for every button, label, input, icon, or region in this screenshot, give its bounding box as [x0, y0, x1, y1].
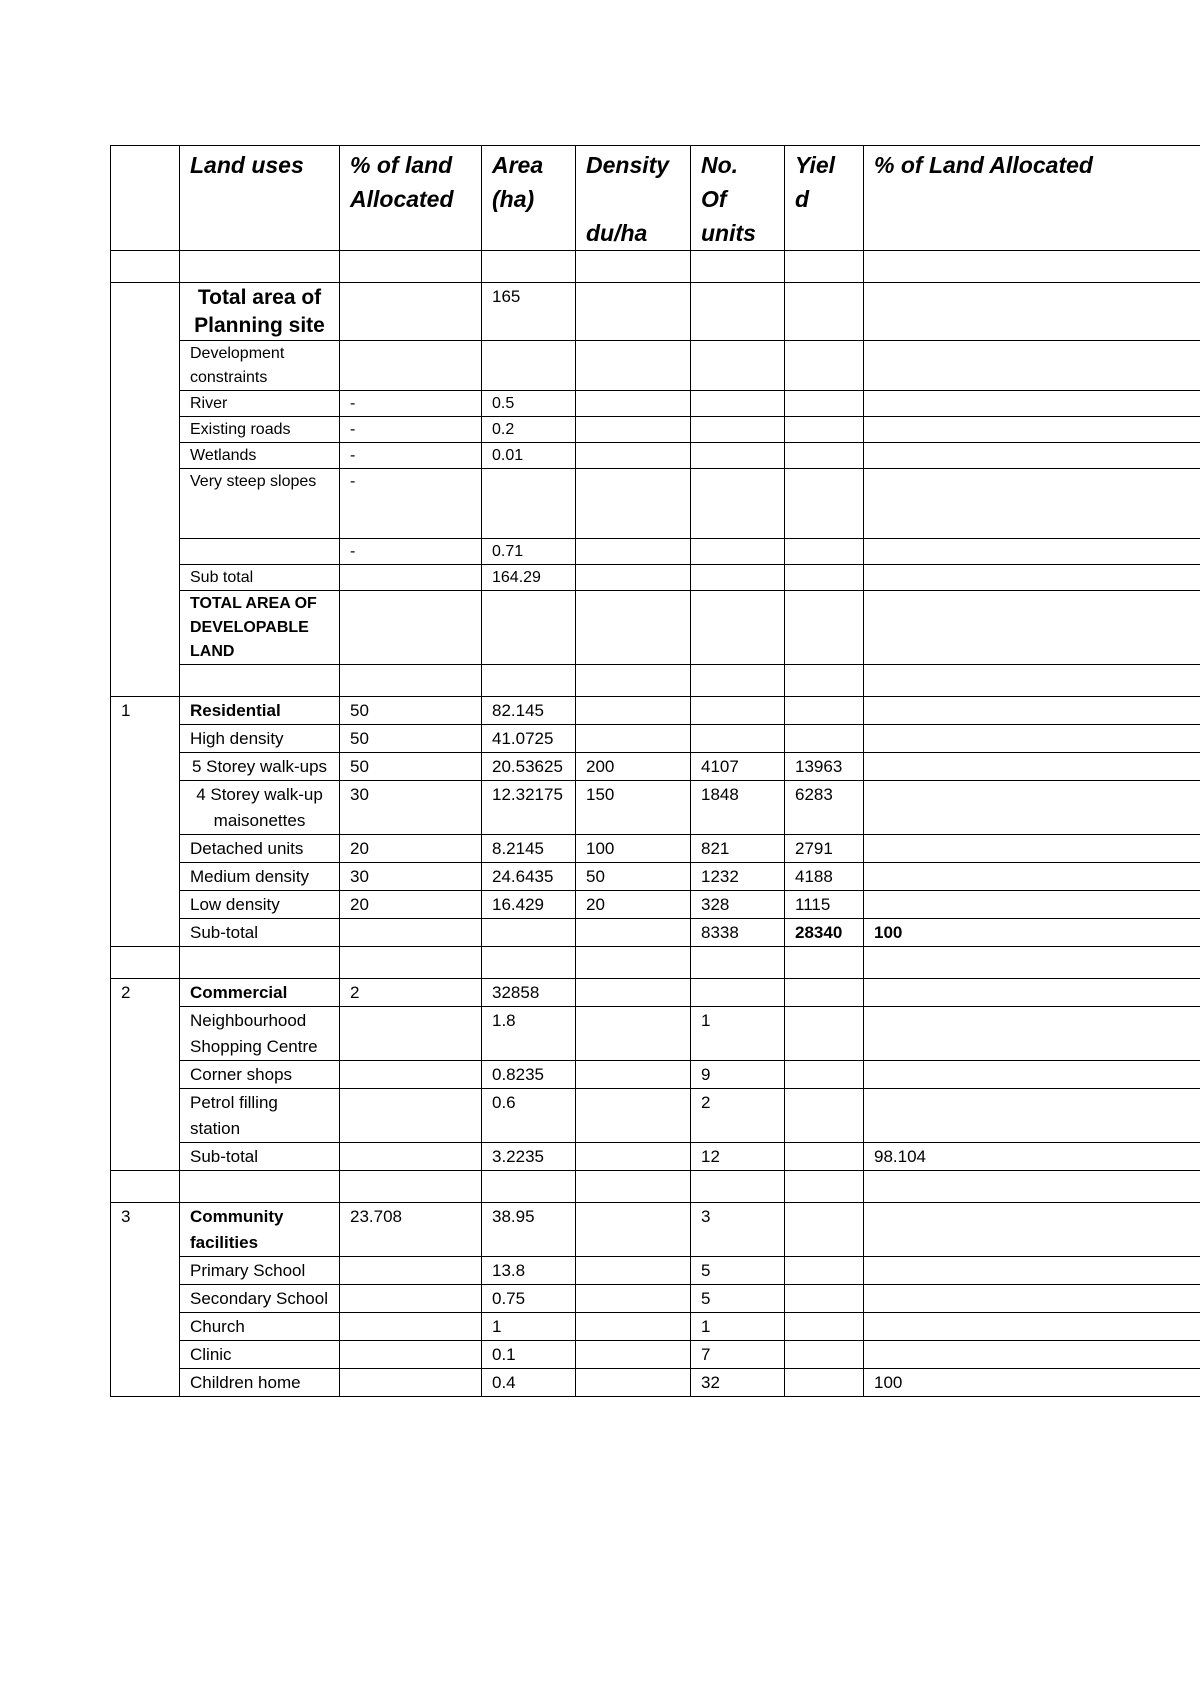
header-pct-land: % of land Allocated [340, 146, 482, 251]
spacer-row [111, 947, 1200, 979]
constraint-pct: - [340, 417, 482, 443]
developable-land-label: TOTAL AREA OF DEVELOPABLE LAND [180, 591, 340, 665]
table-row: Medium density 30 24.6435 50 1232 4188 [111, 863, 1200, 891]
table-row: Children home 0.4 32 100 [111, 1369, 1200, 1397]
header-pct-land-2: % of Land Allocated [864, 146, 1200, 251]
constraint-row [111, 469, 1200, 539]
constraints-label: Development constraints [180, 341, 340, 391]
total-area-value: 165 [482, 283, 576, 341]
constraint-pct: - [340, 469, 482, 539]
site-subtotal-label: Sub total [180, 565, 340, 591]
section-number: 2 [111, 979, 180, 1171]
constraint-row [111, 391, 1200, 417]
table-row: Low density 20 16.429 20 328 1115 [111, 891, 1200, 919]
table-row: Church 1 1 [111, 1313, 1200, 1341]
table-row: Secondary School 0.75 5 [111, 1285, 1200, 1313]
land-use-table [110, 145, 1200, 1397]
constraint-area [482, 469, 576, 539]
residential-subtotal-row: Sub-total 8338 28340 100 [111, 919, 1200, 947]
site-subtotal-row [111, 565, 1200, 591]
site-index-cell [111, 283, 180, 697]
community-label: Community facilities [180, 1203, 340, 1257]
constraints-total-row [111, 539, 1200, 565]
total-area-label: Total area of Planning site [180, 283, 340, 341]
commercial-row: 2 Commercial 2 32858 [111, 979, 1200, 1007]
constraints-header-row [111, 341, 1200, 391]
table-row: Neighbourhood Shopping Centre 1.8 1 [111, 1007, 1200, 1061]
header-land-uses: Land uses [180, 146, 340, 251]
site-subtotal-area: 164.29 [482, 565, 576, 591]
table-row: 5 Storey walk-ups 50 20.53625 200 4107 13963 [111, 753, 1200, 781]
constraint-area: 0.01 [482, 443, 576, 469]
table-row: Detached units 20 8.2145 100 821 2791 [111, 835, 1200, 863]
spacer-row [111, 1171, 1200, 1203]
community-row: 3 Community facilities 23.708 38.95 3 [111, 1203, 1200, 1257]
table-header-row [111, 146, 1200, 251]
constraint-area: 0.2 [482, 417, 576, 443]
header-area: Area (ha) [482, 146, 576, 251]
constraint-pct: - [340, 391, 482, 417]
constraints-total-pct: - [340, 539, 482, 565]
constraint-name: Wetlands [180, 443, 340, 469]
commercial-label: Commercial [180, 979, 340, 1007]
table-row: Corner shops 0.8235 9 [111, 1061, 1200, 1089]
table-row: High density 50 41.0725 [111, 725, 1200, 753]
table-row: Clinic 0.1 7 [111, 1341, 1200, 1369]
commercial-subtotal-row: Sub-total 3.2235 12 98.104 [111, 1143, 1200, 1171]
total-area-row [111, 283, 1200, 341]
constraints-total-area: 0.71 [482, 539, 576, 565]
constraint-name: River [180, 391, 340, 417]
residential-label: Residential [180, 697, 340, 725]
header-density: Density du/ha [576, 146, 691, 251]
residential-row: 1 Residential 50 82.145 [111, 697, 1200, 725]
header-yield: Yiel d [785, 146, 864, 251]
constraint-pct: - [340, 443, 482, 469]
constraint-name: Existing roads [180, 417, 340, 443]
spacer-row [111, 251, 1200, 283]
header-units: No. Of units [691, 146, 785, 251]
constraint-name: Very steep slopes [180, 469, 340, 539]
header-index [111, 146, 180, 251]
section-number: 3 [111, 1203, 180, 1397]
table-row: 4 Storey walk-up maisonettes 30 12.32175 150 1848 6283 [111, 781, 1200, 835]
table-row: Petrol filling station 0.6 2 [111, 1089, 1200, 1143]
constraint-area: 0.5 [482, 391, 576, 417]
section-number: 1 [111, 697, 180, 947]
developable-land-row [111, 591, 1200, 665]
spacer-row [111, 665, 1200, 697]
constraint-row [111, 417, 1200, 443]
constraint-row [111, 443, 1200, 469]
table-row: Primary School 13.8 5 [111, 1257, 1200, 1285]
